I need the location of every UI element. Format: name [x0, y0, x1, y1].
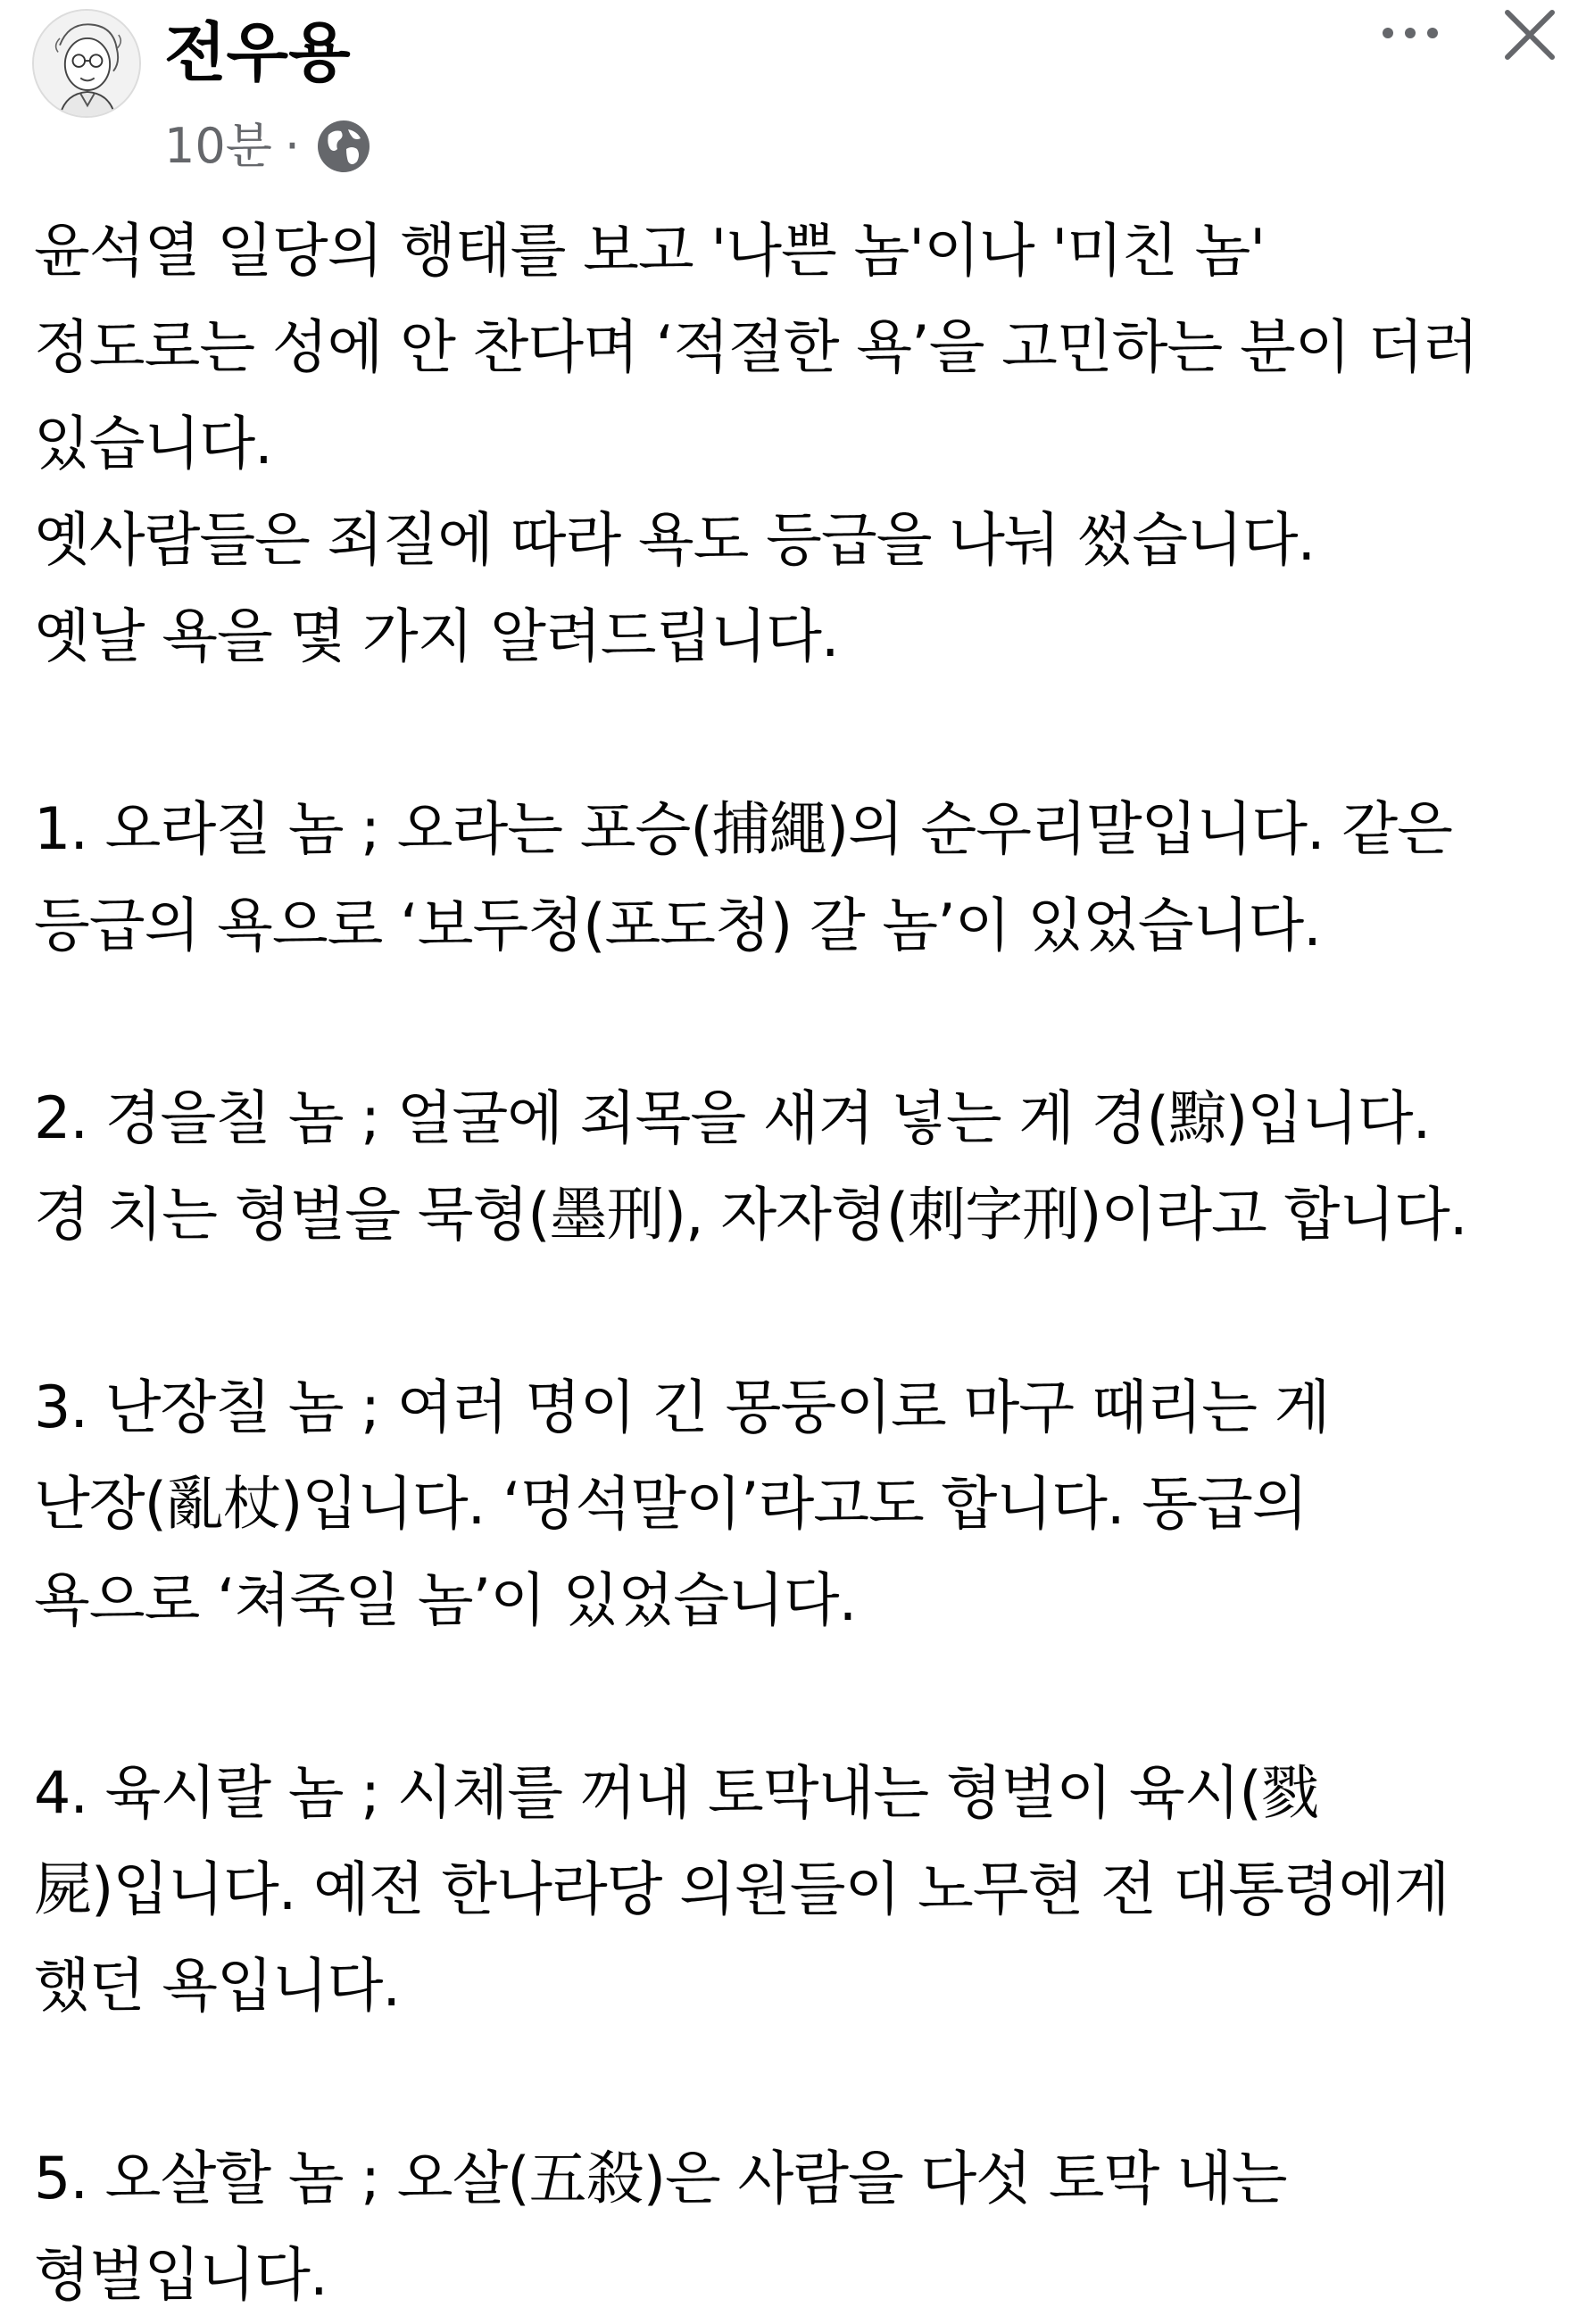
- author-name[interactable]: 전우용: [164, 15, 351, 90]
- post-text: [34, 203, 1560, 2324]
- post-text-line: 난장(亂杖)입니다. ‘멍석말이’라고도 합니다. 동급의: [34, 1471, 1308, 1538]
- post-text-line: 옛날 욕을 몇 가지 알려드립니다.: [34, 603, 839, 670]
- post-text-line: 1. 오라질 놈 ; 오라는 포승(捕繩)의 순우리말입니다. 같은: [34, 796, 1452, 863]
- post-text-line: 5. 오살할 놈 ; 오살(五殺)은 사람을 다섯 토막 내는: [34, 2146, 1287, 2212]
- paragraph-gap: [34, 2035, 1560, 2131]
- close-icon[interactable]: [1502, 7, 1557, 62]
- post-header: [0, 0, 1578, 178]
- globe-icon[interactable]: [314, 117, 373, 176]
- paragraph-gap: [34, 1649, 1560, 1746]
- post-text-line: 4. 육시랄 놈 ; 시체를 꺼내 토막내는 형벌이 육시(戮: [34, 1760, 1318, 1827]
- post-text-line: 정도로는 성에 안 찬다며 ‘적절한 욕’을 고민하는 분이 더러: [34, 314, 1478, 381]
- post-meta: [164, 111, 373, 182]
- post-time[interactable]: 10분: [164, 118, 272, 174]
- post-text-line: 경 치는 형벌을 묵형(墨刑), 자자형(刺字刑)이라고 합니다.: [34, 1182, 1467, 1249]
- post-text-line: 있습니다.: [34, 411, 272, 477]
- post-text-line: 형벌입니다.: [34, 2242, 328, 2309]
- paragraph-gap: [34, 685, 1560, 782]
- post-text-line: 욕으로 ‘쳐죽일 놈’이 있었습니다.: [34, 1567, 857, 1634]
- post-text-line: 옛사람들은 죄질에 따라 욕도 등급을 나눠 썼습니다.: [34, 507, 1316, 574]
- post-text-line: 屍)입니다. 예전 한나라당 의원들이 노무현 전 대통령에게: [34, 1856, 1449, 1923]
- post-text-line: 윤석열 일당의 행태를 보고 '나쁜 놈'이나 '미친 놈': [34, 218, 1266, 285]
- paragraph-gap: [34, 975, 1560, 1071]
- meta-separator: ·: [284, 118, 301, 174]
- more-dots-icon[interactable]: [1379, 11, 1441, 55]
- post-text-line: 2. 경을칠 놈 ; 얼굴에 죄목을 새겨 넣는 게 경(黥)입니다.: [34, 1085, 1431, 1152]
- avatar[interactable]: [32, 9, 141, 118]
- paragraph-gap: [34, 1264, 1560, 1360]
- post-text-line: 3. 난장칠 놈 ; 여러 명이 긴 몽둥이로 마구 때리는 게: [34, 1374, 1330, 1441]
- post-text-line: 등급의 욕으로 ‘보두청(포도청) 갈 놈’이 있었습니다.: [34, 892, 1321, 959]
- avatar-illustration: [34, 11, 139, 116]
- post-text-line: 했던 욕입니다.: [34, 1953, 401, 2020]
